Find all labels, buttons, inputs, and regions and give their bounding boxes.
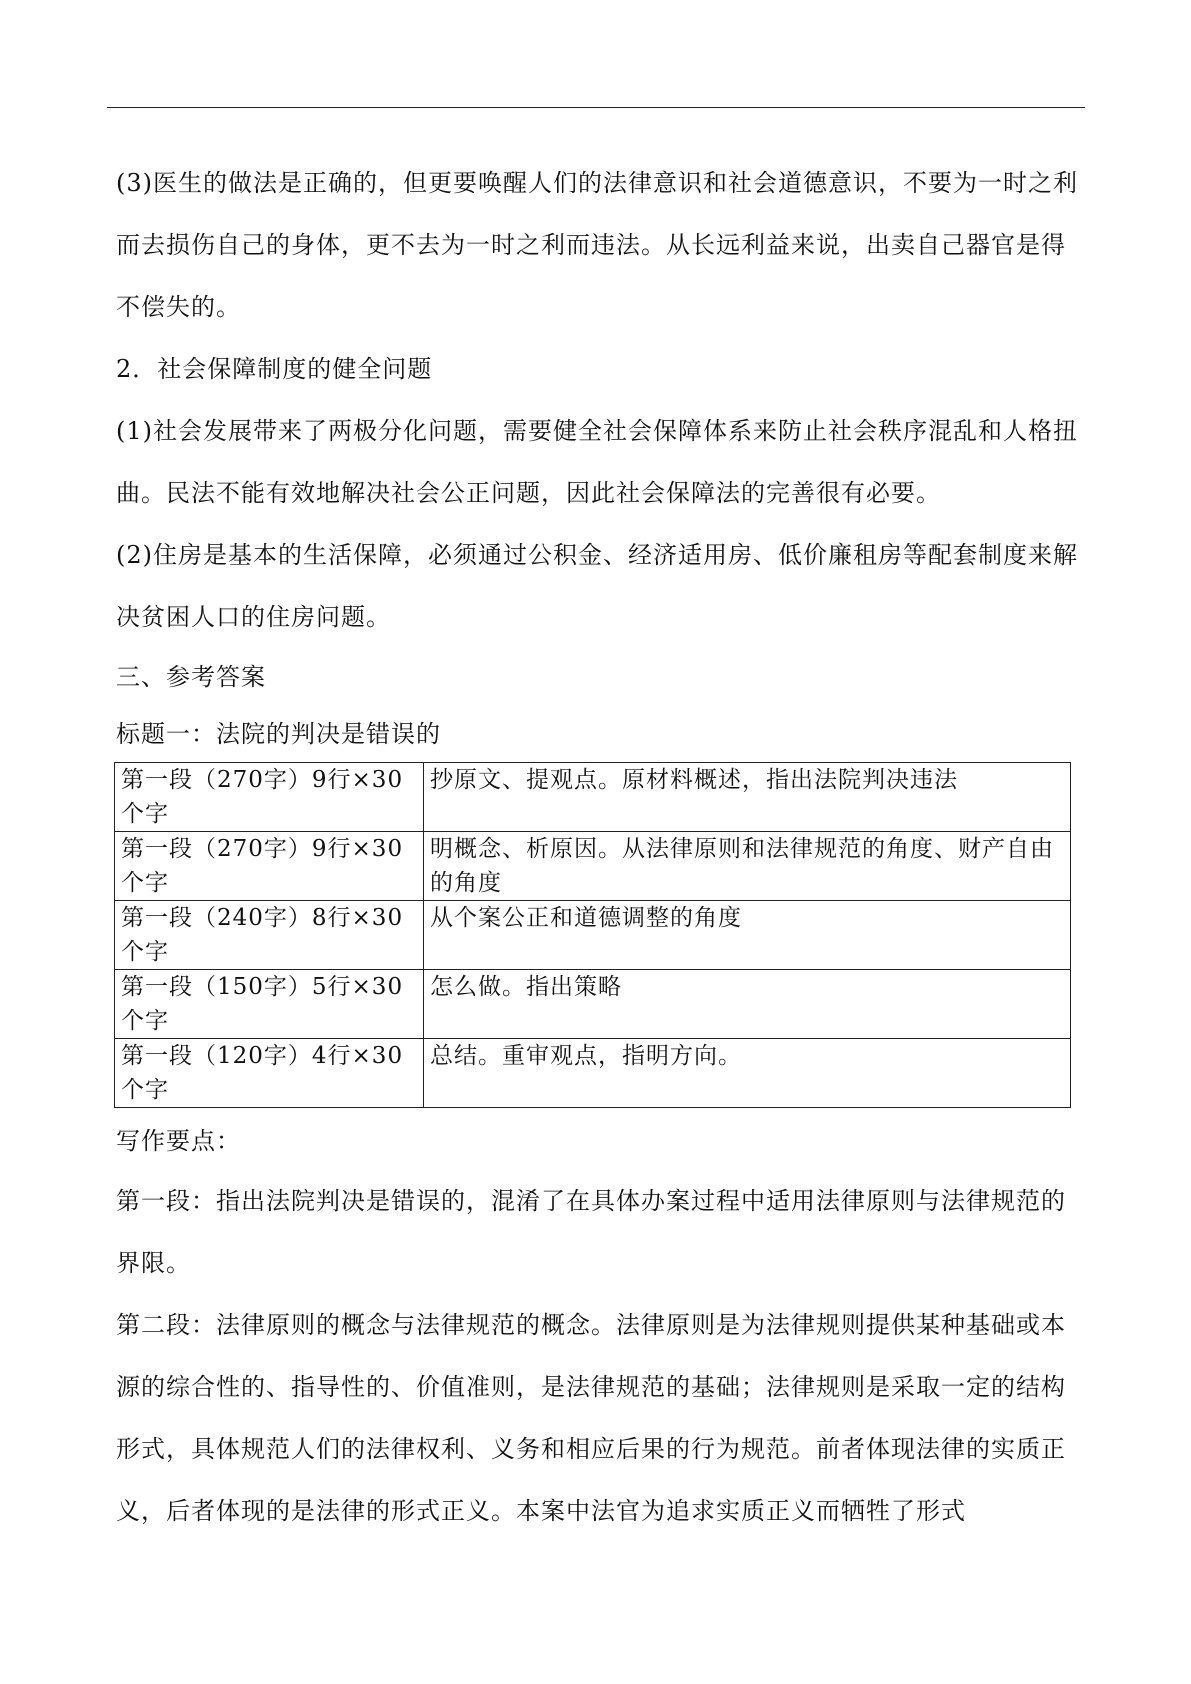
paragraph-2-1: (1)社会发展带来了两极分化问题，需要健全社会保障体系来防止社会秩序混乱和人格扭曲。民法不能有效地解决社会公正问题，因此社会保障法的完善很有必要。 <box>116 417 1078 507</box>
answer-table <box>114 762 1071 1108</box>
table-cell-structure: 第一段（240字）8行×30个字 <box>115 901 424 970</box>
paragraph-2-2: (2)住房是基本的生活保障，必须通过公积金、经济适用房、低价廉租房等配套制度来解决贫困人口的住房问题。 <box>116 541 1078 631</box>
header-rule <box>107 107 1085 108</box>
table-cell-structure: 第一段（150字）5行×30个字 <box>115 970 424 1039</box>
writing-points-label: 写作要点： <box>116 1127 241 1155</box>
document-body <box>116 152 1086 1542</box>
table-cell-structure: 第一段（270字）9行×30个字 <box>115 763 424 832</box>
table-cell-content: 从个案公正和道德调整的角度 <box>424 901 1071 970</box>
table-row <box>115 763 1071 832</box>
table-row <box>115 1039 1071 1108</box>
heading-social-security: 2．社会保障制度的健全问题 <box>116 355 433 383</box>
table-row <box>115 901 1071 970</box>
table-row <box>115 832 1071 901</box>
table-cell-structure: 第一段（270字）9行×30个字 <box>115 832 424 901</box>
table-cell-content: 总结。重审观点，指明方向。 <box>424 1039 1071 1108</box>
title-line: 标题一：法院的判决是错误的 <box>116 720 441 748</box>
table-row <box>115 970 1071 1039</box>
table-cell-content: 怎么做。指出策略 <box>424 970 1071 1039</box>
table-cell-structure: 第一段（120字）4行×30个字 <box>115 1039 424 1108</box>
table-cell-content: 明概念、析原因。从法律原则和法律规范的角度、财产自由的角度 <box>424 832 1071 901</box>
table-cell-content: 抄原文、提观点。原材料概述，指出法院判决违法 <box>424 763 1071 832</box>
section-1-paragraph: 第一段：指出法院判决是错误的，混淆了在具体办案过程中适用法律原则与法律规范的界限。 <box>116 1187 1066 1277</box>
paragraph-3: (3)医生的做法是正确的，但更要唤醒人们的法律意识和社会道德意识，不要为一时之利而去损伤自己的身体，更不去为一时之利而违法。从长远利益来说，出卖自己器官是得不偿失的。 <box>116 169 1078 321</box>
section-2-paragraph: 第二段：法律原则的概念与法律规范的概念。法律原则是为法律规则提供某种基础或本源的综合性的、指导性的、价值准则，是法律规范的基础；法律规则是采取一定的结构形式，具体规范人们的法律权利、义务和相应后果的行为规范。前者体现法律的实质正义，后者体现的是法律的形式正义。本案中法官为追求实质正义而牺牲了形式 <box>116 1311 1066 1525</box>
section-heading: 三、参考答案 <box>116 663 266 691</box>
